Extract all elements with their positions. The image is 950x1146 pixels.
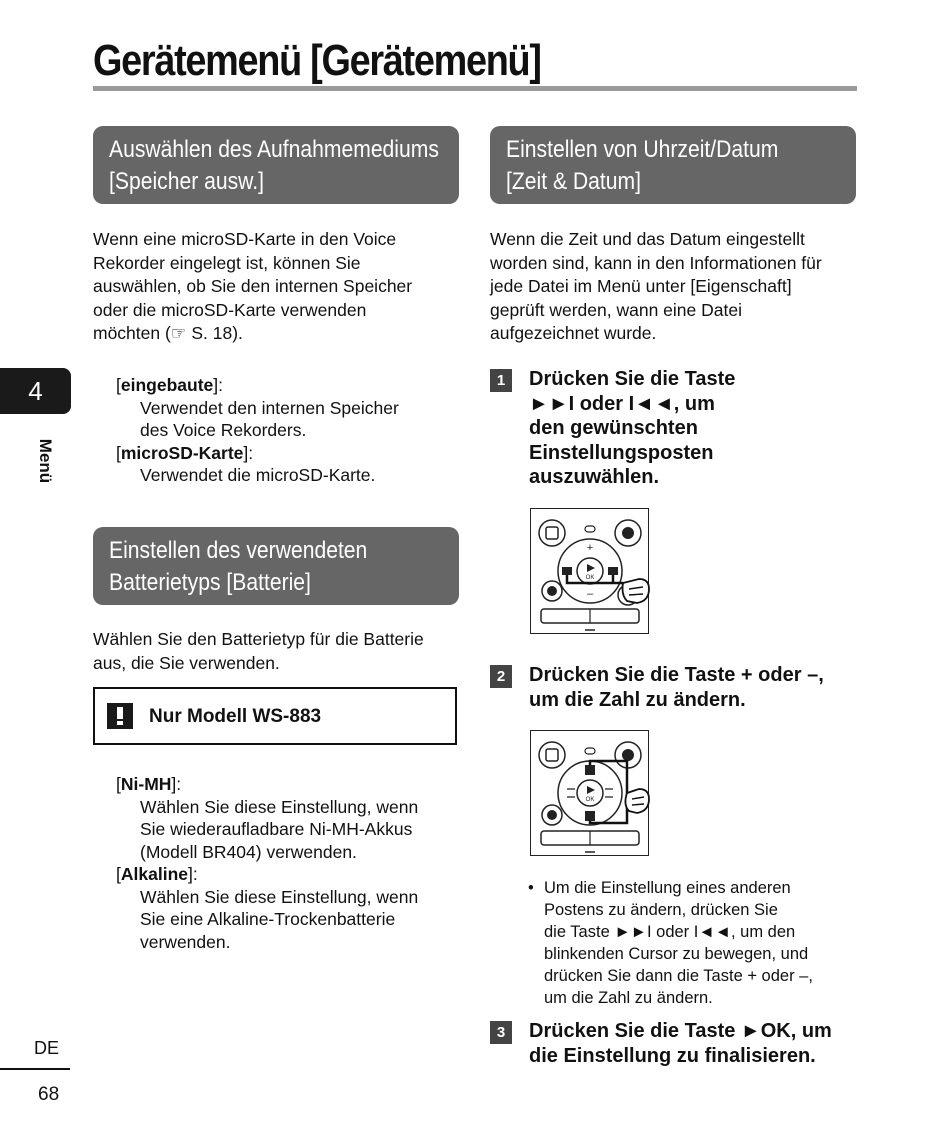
section-heading-storage: Auswählen des Aufnahmemediums [Speicher ausw.] bbox=[93, 126, 459, 204]
pointing-hand-icon bbox=[625, 789, 649, 813]
page-number: 68 bbox=[38, 1084, 60, 1105]
storage-options: [eingebaute]: Verwendet den internen Speicher des Voice Rekorders. [microSD-Karte]: Verwendet die microSD-Karte. bbox=[116, 375, 399, 485]
section-heading-battery: Einstellen des verwendeten Batterietyps [Batterie] bbox=[93, 527, 459, 605]
language-label: DE bbox=[34, 1038, 60, 1058]
pointing-hand-icon bbox=[623, 579, 650, 603]
title-rule bbox=[93, 86, 857, 91]
storage-description: Wenn eine microSD-Karte in den Voice Rekorder eingelegt ist, können Sie auswählen, ob Sie den internen Speicher oder die microSD-Karte verwenden möchten (☞ S. 18). bbox=[93, 229, 413, 343]
step-number: 3 bbox=[490, 1021, 512, 1044]
battery-description: Wählen Sie den Batterietyp für die Batterie aus, die Sie verwenden. bbox=[93, 629, 424, 673]
recorder-buttons-image bbox=[531, 509, 650, 635]
step-number: 1 bbox=[490, 369, 512, 392]
svg-text:–: – bbox=[586, 588, 594, 600]
svg-text:OK: OK bbox=[585, 575, 595, 581]
svg-text:+: + bbox=[586, 542, 594, 554]
model-notice: Nur Modell WS-883 bbox=[93, 687, 457, 745]
svg-text:OK: OK bbox=[585, 797, 595, 803]
step-text: Drücken Sie die Taste + oder –, um die Zahl zu ändern. bbox=[529, 664, 824, 711]
chapter-label: Menü bbox=[36, 438, 55, 484]
step-text: Drücken Sie die Taste ►OK, um die Einstellung zu finalisieren. bbox=[529, 1020, 832, 1067]
device-diagram-skip bbox=[530, 508, 649, 634]
step-text: Drücken Sie die Taste ►►I oder I◄◄, um den gewünschten Einstellungsposten auszuwählen. bbox=[529, 368, 736, 488]
device-diagram-plus-minus bbox=[530, 730, 649, 856]
battery-options: [Ni-MH]: Wählen Sie diese Einstellung, wenn Sie wiederaufladbare Ni-MH-Akkus (Modell BR404) verwenden. [Alkaline]: Wählen Sie diese Einstellung, wenn Sie eine Alkaline-Trockenbatterie verwenden. bbox=[116, 774, 419, 952]
time-date-description: Wenn die Zeit und das Datum eingestellt worden sind, kann in den Informationen für jede Datei im Menü unter [Eigenschaft] geprüft werden, wann eine Datei aufgezeichnet wurde. bbox=[490, 229, 822, 343]
recorder-buttons-image bbox=[531, 731, 650, 857]
section-heading-time-date: Einstellen von Uhrzeit/Datum [Zeit & Datum] bbox=[490, 126, 856, 204]
exclamation-icon bbox=[107, 703, 133, 729]
page-title: Gerätemenü [Gerätemenü] bbox=[93, 36, 541, 85]
step-number: 2 bbox=[490, 665, 512, 688]
chapter-tab: 4 bbox=[0, 368, 71, 414]
language-rule bbox=[0, 1068, 70, 1070]
